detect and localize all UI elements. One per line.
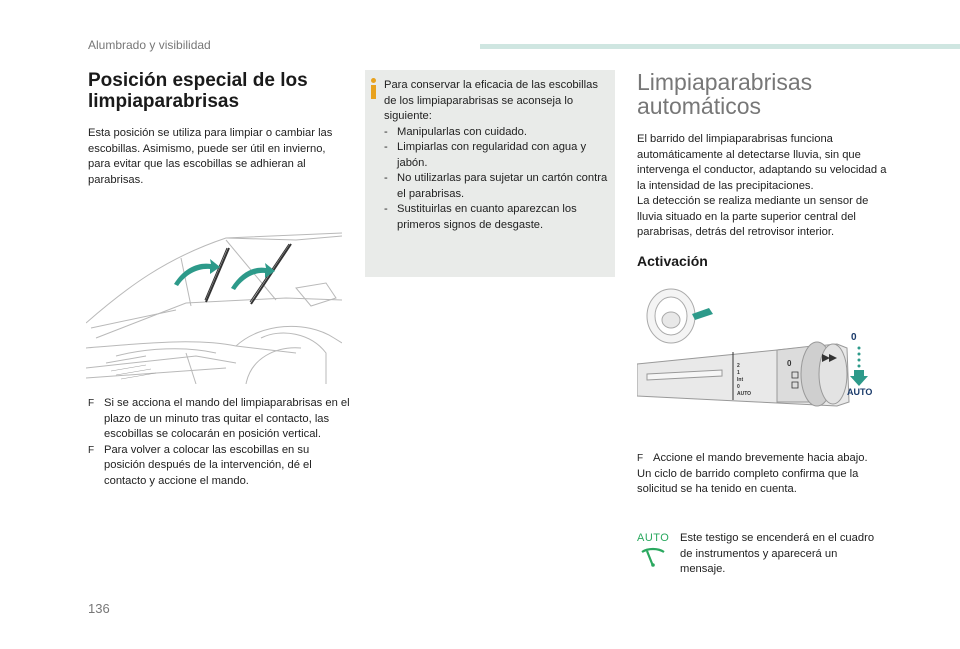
stalk-scale-2: 2: [737, 363, 740, 369]
left-intro: Esta posición se utiliza para limpiar o cambiar las escobillas. Asimismo, puede ser útil en invierno, para evitar que las escobillas se adhieran al parabrisas.: [88, 127, 333, 186]
label-auto: AUTO: [847, 387, 873, 397]
auto-warning-label: AUTO: [637, 532, 670, 544]
list-item: [384, 171, 612, 202]
car-wiper-illustration: [86, 228, 342, 384]
info-icon: [371, 78, 377, 100]
list-item: [88, 396, 350, 443]
label-zero: 0: [851, 332, 857, 343]
right-para2: La detección se realiza mediante un sensor de lluvia situado en la parte superior central del parabrisas, detrás del retrovisor interior.: [637, 195, 869, 238]
list-item: [384, 140, 612, 171]
dash-marker: -: [384, 125, 388, 138]
left-title: [88, 70, 350, 112]
left-bullets: [88, 396, 350, 489]
info-item-text: Sustituirlas en cuanto aparezcan los primeros signos de desgaste.: [397, 203, 577, 231]
info-intro: Para conservar la eficacia de las escobillas de los limpiaparabrisas se aconseja lo siguiente:: [384, 79, 598, 122]
stalk-scale-int: Int: [737, 377, 744, 383]
info-item-text: No utilizarlas para sujetar un cartón contra el parabrisas.: [397, 172, 608, 200]
stalk-scale-1: 1: [737, 370, 740, 376]
confirm-text: Un ciclo de barrido completo confirma que la solicitud se ha tenido en cuenta.: [637, 467, 859, 495]
list-item: [88, 443, 350, 490]
list-item: [384, 125, 612, 141]
auto-warning-text: Este testigo se encenderá en el cuadro de instrumentos y aparecerá un mensaje.: [680, 532, 875, 575]
info-box: [365, 70, 615, 277]
bullet-marker: F: [637, 453, 644, 464]
wiper-stalk-illustration: [637, 284, 887, 414]
left-column: [88, 70, 350, 188]
header-bar: [480, 44, 960, 49]
right-title-line1: Limpiaparabrisas: [637, 69, 813, 95]
page-number: 136: [88, 601, 110, 616]
action-text: Accione el mando brevemente hacia abajo.: [653, 452, 868, 464]
activation-text: [637, 451, 889, 498]
info-item-text: Manipularlas con cuidado.: [397, 125, 527, 138]
right-column: [637, 70, 889, 269]
bullet-text: Si se acciona el mando del limpiaparabrisas en el plazo de un minuto tras quitar el contacto, las escobillas se colocarán en posición vertical.: [104, 397, 350, 440]
bullet-marker: F: [88, 444, 95, 456]
dash-marker: -: [384, 141, 388, 153]
right-para1: El barrido del limpiaparabrisas funciona automáticamente al detectarse lluvia, sin que intervenga el conductor, adaptando su velocidad a la intensidad de las precipitaciones.: [637, 133, 887, 192]
right-title: [637, 70, 889, 118]
dash-marker: -: [384, 203, 388, 215]
stalk-scale-auto: AUTO: [737, 391, 752, 397]
stalk-zero-mark: 0: [787, 359, 792, 368]
right-title-line2: automáticos: [637, 93, 762, 119]
list-item: [384, 202, 612, 233]
dash-marker: -: [384, 172, 388, 184]
section-title: Alumbrado y visibilidad: [88, 38, 211, 52]
bullet-text: Para volver a colocar las escobillas en su posición después de la intervención, dé el contacto y accione el mando.: [104, 443, 312, 487]
left-title-line1: Posición especial de los: [88, 70, 308, 91]
bullet-marker: F: [88, 398, 95, 409]
info-text: [384, 78, 612, 233]
activation-subtitle: Activación: [637, 252, 708, 269]
left-title-line2: limpiaparabrisas: [88, 91, 240, 112]
list-item: [637, 451, 889, 467]
info-item-text: Limpiarlas con regularidad con agua y jabón.: [397, 141, 587, 169]
auto-wiper-icon: [640, 546, 666, 568]
stalk-scale-0: 0: [737, 384, 740, 390]
